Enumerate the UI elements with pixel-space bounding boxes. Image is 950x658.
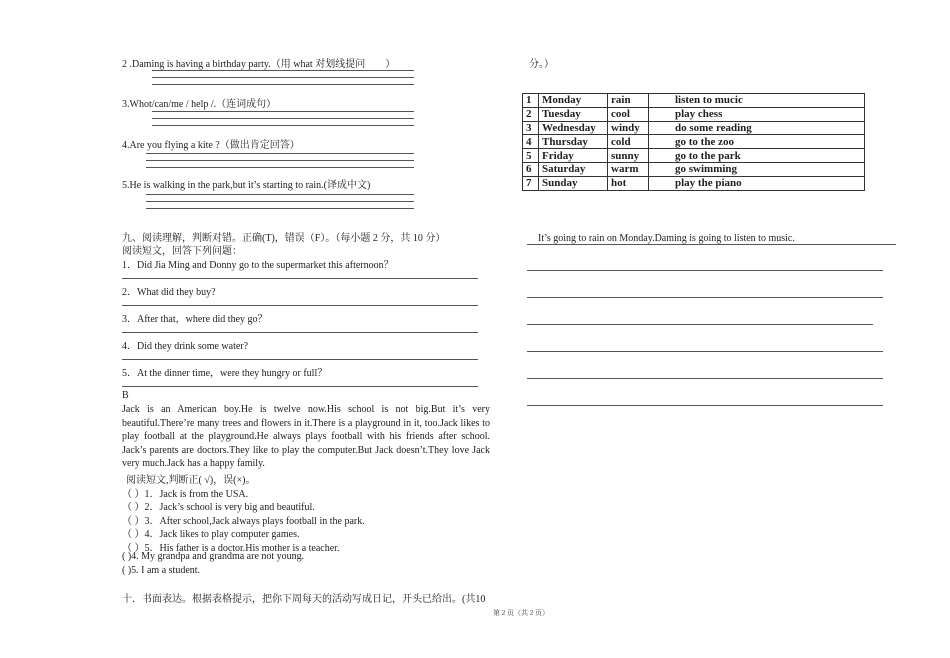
- answer-line[interactable]: [122, 305, 478, 306]
- diary-start: It’s going to rain on Monday.Daming is going to listen to music.: [538, 233, 795, 244]
- judge-item: （ ）2．Jack’s school is very big and beautiful.: [122, 502, 315, 513]
- schedule-num-cell: 1: [523, 94, 539, 108]
- judge-item: （ ）5．His father is a doctor.His mother is a teacher.: [122, 543, 340, 554]
- schedule-day-cell: Tuesday: [539, 107, 608, 121]
- passage-label: B: [122, 390, 129, 401]
- schedule-row: [523, 176, 865, 190]
- diary-line[interactable]: [527, 244, 896, 245]
- schedule-activity-cell: go to the zoo: [649, 135, 865, 149]
- schedule-weather-cell: rain: [608, 94, 649, 108]
- answer-line: [146, 167, 414, 168]
- answer-line[interactable]: [122, 332, 478, 333]
- judge-item: （ ）3．After school,Jack always plays football in the park.: [122, 516, 365, 527]
- schedule-row: [523, 162, 865, 176]
- schedule-row: [523, 135, 865, 149]
- schedule-activity-cell: listen to mucic: [649, 94, 865, 108]
- schedule-row: [523, 107, 865, 121]
- schedule-row: [523, 94, 865, 108]
- schedule-row: [523, 121, 865, 135]
- schedule-weather-cell: cold: [608, 135, 649, 149]
- schedule-day-cell: Wednesday: [539, 121, 608, 135]
- schedule-num-cell: 5: [523, 149, 539, 163]
- schedule-weather-cell: cool: [608, 107, 649, 121]
- question-item: 1．Did Jia Ming and Donny go to the supermarket this afternoon？: [122, 260, 394, 271]
- schedule-num-cell: 4: [523, 135, 539, 149]
- answer-line: [152, 70, 414, 71]
- schedule-day-cell: Friday: [539, 149, 608, 163]
- question-5: 5.He is walking in the park,but it’s starting to rain.(译成中文): [122, 180, 371, 191]
- question-item: 4．Did they drink some water?: [122, 341, 249, 352]
- diary-line[interactable]: [527, 378, 883, 379]
- answer-line[interactable]: [122, 359, 478, 360]
- schedule-num-cell: 6: [523, 162, 539, 176]
- diary-line[interactable]: [527, 405, 883, 406]
- answer-line: [152, 125, 414, 126]
- judge-item: ( )4. My grandpa and grandma are not young.: [122, 551, 305, 562]
- diary-line[interactable]: [527, 351, 883, 352]
- schedule-activity-cell: play chess: [649, 107, 865, 121]
- reading-passage: Jack is an American boy.He is twelve now.His school is not big.But it’s very beautiful.There’re many trees and flowers in it.There is a playground in it, too.Jack likes to play football at the playground.He always plays football with his friends after school. Jack’s parents are doctors.They like to play the computer.But Jack doesn’t.They love Jack very much.Jack has a happy family.: [122, 404, 490, 469]
- answer-line: [146, 153, 414, 154]
- answer-line: [146, 208, 414, 209]
- activity-schedule-table: [522, 93, 865, 191]
- diary-line[interactable]: [527, 297, 883, 298]
- schedule-num-cell: 2: [523, 107, 539, 121]
- schedule-weather-cell: sunny: [608, 149, 649, 163]
- answer-line: [152, 77, 414, 78]
- answer-line: [146, 194, 414, 195]
- schedule-activity-cell: do some reading: [649, 121, 865, 135]
- judge-item: （ ）1．Jack is from the USA.: [122, 489, 249, 500]
- schedule-weather-cell: warm: [608, 162, 649, 176]
- question-item: 3．After that，where did they go？: [122, 314, 268, 325]
- answer-line: [152, 111, 414, 112]
- section-9-instruction: 阅读短文，回答下列问题：: [122, 246, 242, 257]
- schedule-weather-cell: hot: [608, 176, 649, 190]
- section-10-title: 十．书面表达。根据表格提示，把你下周每天的活动写成日记，开头已给出。(共10: [122, 594, 486, 605]
- answer-line: [146, 160, 414, 161]
- answer-line: [146, 201, 414, 202]
- page-footer: 第 2 页（共 2 页）: [493, 609, 549, 617]
- diary-line[interactable]: [527, 270, 883, 271]
- diary-line[interactable]: [527, 324, 873, 325]
- section-10-continuation: 分。）: [529, 59, 554, 70]
- question-4: 4.Are you flying a kite ?（做出肯定回答）: [122, 140, 300, 151]
- schedule-day-cell: Sunday: [539, 176, 608, 190]
- schedule-day-cell: Monday: [539, 94, 608, 108]
- schedule-day-cell: Thursday: [539, 135, 608, 149]
- section-9-title: 九、阅读理解，判断对错。正确(T)，错误（F）。（每小题 2 分，共 10 分）: [122, 233, 446, 244]
- answer-line[interactable]: [122, 386, 478, 387]
- schedule-weather-cell: windy: [608, 121, 649, 135]
- schedule-day-cell: Saturday: [539, 162, 608, 176]
- judge-instruction: 阅读短文,判断正( √)，误(×)。: [126, 475, 256, 486]
- schedule-activity-cell: go to the park: [649, 149, 865, 163]
- schedule-row: [523, 149, 865, 163]
- schedule-num-cell: 3: [523, 121, 539, 135]
- question-3: 3.Whot/can/me / help /.（连词成句）: [122, 99, 277, 110]
- question-2: 2 .Daming is having a birthday party.（用 what 对划线提问 ）: [122, 59, 396, 70]
- question-item: 2．What did they buy?: [122, 287, 216, 298]
- judge-item: ( )5. I am a student.: [122, 565, 201, 576]
- schedule-activity-cell: play the piano: [649, 176, 865, 190]
- answer-line: [152, 84, 414, 85]
- question-item: 5．At the dinner time，were they hungry or full？: [122, 368, 328, 379]
- answer-line[interactable]: [122, 278, 478, 279]
- schedule-num-cell: 7: [523, 176, 539, 190]
- judge-item: （ ）4．Jack likes to play computer games.: [122, 529, 300, 540]
- answer-line: [152, 118, 414, 119]
- schedule-activity-cell: go swimming: [649, 162, 865, 176]
